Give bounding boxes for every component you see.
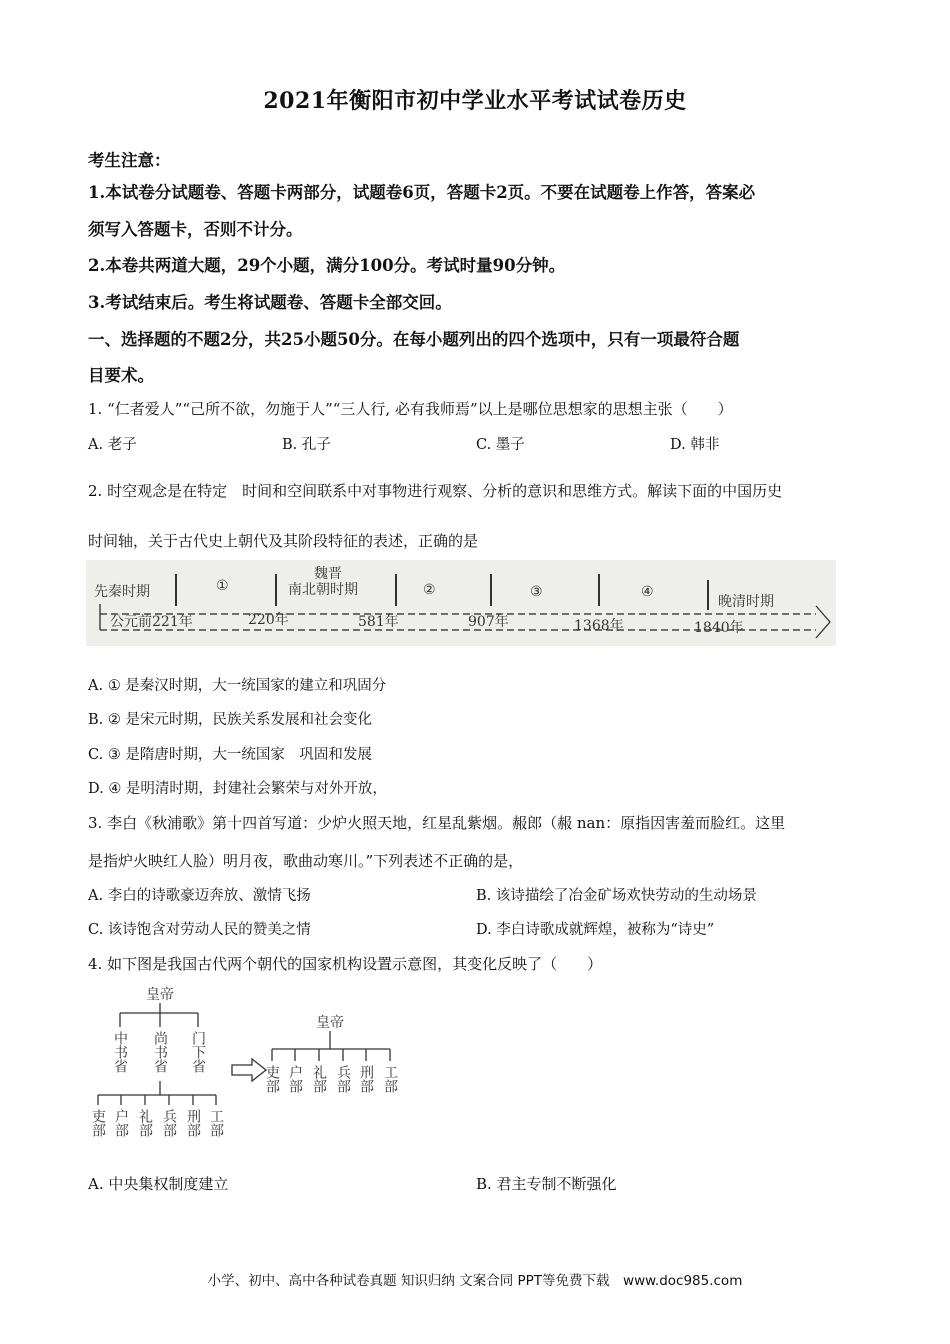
- section-heading-2: 目要术。: [88, 366, 154, 385]
- org-right-bu-1: 户部: [287, 1065, 303, 1093]
- timeline-period-2: 魏晋: [314, 566, 342, 582]
- org-left-bu-2: 礼部: [137, 1109, 153, 1137]
- org-left-bu-4: 刑部: [185, 1109, 201, 1137]
- timeline-image: [86, 560, 836, 646]
- org-right-bu-2: 礼部: [311, 1065, 327, 1093]
- org-sheng-2: 门下省: [190, 1031, 206, 1073]
- org-left-bu-0: 吏部: [90, 1109, 106, 1137]
- org-right-bu-5: 工部: [382, 1065, 398, 1093]
- org-right-emperor: 皇帝: [316, 1015, 344, 1031]
- q2-stem-2: 时间轴，关于古代史上朝代及其阶段特征的表述，正确的是: [88, 532, 479, 550]
- org-right-bu-4: 刑部: [358, 1065, 374, 1093]
- timeline-year-1: 220年: [248, 612, 289, 628]
- q3-option-c[interactable]: C. 该诗饱含对劳动人民的赞美之情: [88, 922, 311, 938]
- org-right-bu-3: 兵部: [335, 1065, 351, 1093]
- org-left-bu-5: 工部: [208, 1109, 224, 1137]
- notice-line-2: 2.本卷共两道大题，29个小题，满分100分。考试时量90分钟。: [88, 256, 566, 275]
- q4-option-b[interactable]: B. 君主专制不断强化: [476, 1175, 617, 1193]
- org-left-bu-1: 户部: [113, 1109, 129, 1137]
- notice-line-3: 3.考试结束后。考生将试题卷、答题卡全部交回。: [88, 293, 452, 312]
- q2-stem-1: 2. 时空观念是在特定 时间和空间联系中对事物进行观察、分析的意识和思维方式。解读下面的中国历史: [88, 482, 783, 500]
- timeline-period-0: 先秦时期: [94, 584, 150, 600]
- q1-option-a[interactable]: A. 老子: [88, 437, 137, 453]
- q4-stem: 4. 如下图是我国古代两个朝代的国家机构设置示意图，其变化反映了（ ）: [88, 955, 603, 973]
- q2-option-a[interactable]: A. ① 是秦汉时期，大一统国家的建立和巩固分: [88, 678, 387, 694]
- timeline-period-3: 南北朝时期: [288, 582, 358, 598]
- q2-option-d[interactable]: D. ④ 是明清时期，封建社会繁荣与对外开放，: [88, 781, 387, 797]
- timeline-year-3: 907年: [468, 614, 509, 630]
- notice-heading: 考生注意：: [88, 151, 171, 170]
- section-heading-1: 一、选择题的不题2分，共25小题50分。在每小题列出的四个选项中，只有一项最符合题: [88, 330, 740, 349]
- org-left-emperor: 皇帝: [146, 987, 174, 1003]
- transition-arrow-icon: [232, 1059, 266, 1081]
- q3-option-b[interactable]: B. 该诗描绘了冶金矿场欢快劳动的生动场景: [476, 888, 757, 904]
- org-right-bu-0: 吏部: [264, 1065, 280, 1093]
- org-sheng-0: 中书省: [112, 1031, 128, 1073]
- q1-option-b[interactable]: B. 孔子: [282, 437, 331, 453]
- org-left-bu-3: 兵部: [161, 1109, 177, 1137]
- org-chart-diagram: [88, 985, 418, 1150]
- page-title: 2021年衡阳市初中学业水平考试试卷历史: [263, 88, 687, 114]
- q3-option-a[interactable]: A. 李白的诗歌豪迈奔放、激情飞扬: [88, 888, 311, 904]
- q2-option-c[interactable]: C. ③ 是隋唐时期，大一统国家 巩固和发展: [88, 747, 372, 763]
- q3-stem-1: 3. 李白《秋浦歌》第十四首写道：少炉火照天地，红星乱紫烟。赧郎（赧 nan：原指因害羞而脸红。这里: [88, 814, 786, 832]
- q4-option-a[interactable]: A. 中央集权制度建立: [88, 1175, 229, 1193]
- timeline-period-5: ③: [530, 584, 543, 600]
- timeline-period-4: ②: [423, 582, 436, 598]
- timeline-period-6: ④: [641, 584, 654, 600]
- notice-line-1a: 1.本试卷分试题卷、答题卡两部分，试题卷6页，答题卡2页。不要在试题卷上作答，答案必: [88, 183, 756, 202]
- q1-option-d[interactable]: D. 韩非: [670, 437, 720, 453]
- timeline-year-0: 公元前221年: [110, 614, 193, 630]
- q3-option-d[interactable]: D. 李白诗歌成就辉煌，被称为“诗史”: [476, 922, 715, 938]
- page-footer: 小学、初中、高中各种试卷真题 知识归纳 文案合同 PPT等免费下载 www.doc985.com: [207, 1273, 743, 1289]
- timeline-year-5: 1840年: [694, 620, 744, 636]
- q3-stem-2: 是指炉火映红人脸）明月夜，歌曲动寒川。”下列表述不正确的是，: [88, 852, 524, 870]
- q2-option-b[interactable]: B. ② 是宋元时期，民族关系发展和社会变化: [88, 712, 372, 728]
- timeline-period-7: 晚清时期: [718, 594, 774, 610]
- q1-stem: 1. “仁者爱人”“己所不欲，勿施于人”“三人行, 必有我师焉”以上是哪位思想家的思想主张（ ）: [88, 400, 733, 418]
- org-sheng-1: 尚书省: [152, 1031, 168, 1073]
- q1-option-c[interactable]: C. 墨子: [476, 437, 525, 453]
- timeline-year-4: 1368年: [574, 618, 624, 634]
- timeline-year-2: 581年: [358, 614, 399, 630]
- timeline-period-1: ①: [216, 578, 229, 594]
- notice-line-1b: 须写入答题卡，否则不计分。: [88, 220, 303, 239]
